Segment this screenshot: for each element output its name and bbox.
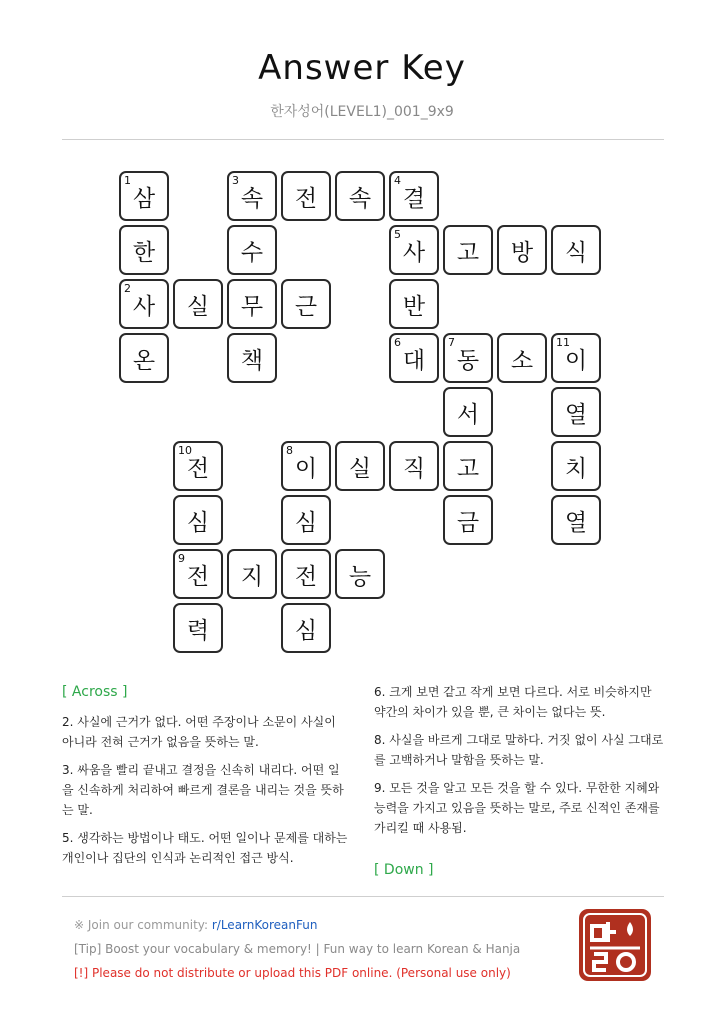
clue-across-8: 8. 사실을 바르게 그대로 말하다. 거짓 없이 사실 그대로를 고백하거나 말함을 뜻하는 말.: [374, 733, 664, 767]
cell-answer: 결: [402, 185, 426, 212]
grid-cell: [551, 333, 601, 383]
cell-answer: 지: [240, 563, 264, 590]
grid-cell: [335, 441, 385, 491]
clue-across-3: 3. 싸움을 빨리 끝내고 결정을 신속히 내리다. 어떤 일을 신속하게 처리하여 빠르게 결론을 내리는 것을 뜻하는 말.: [62, 763, 344, 817]
grid-cell: [389, 171, 439, 221]
grid-cell: [119, 171, 169, 221]
grid-cell: [281, 279, 331, 329]
clue-number: 1: [124, 174, 131, 187]
across-header: [ Across ]: [62, 684, 128, 700]
cell-answer: 열: [564, 509, 588, 536]
cell-answer: 고: [456, 455, 480, 482]
grid-cell: [551, 495, 601, 545]
clue-number: 11: [556, 336, 570, 349]
grid-cell: [173, 279, 223, 329]
clue-across-2: 2. 사실에 근거가 없다. 어떤 주장이나 소문이 사실이 아니라 전혀 근거가 없음을 뜻하는 말.: [62, 715, 336, 749]
grid-cell: [389, 279, 439, 329]
tip-line: [Tip] Boost your vocabulary & memory! | Fun way to learn Korean & Hanja: [74, 942, 521, 956]
cell-answer: 실: [186, 293, 210, 320]
grid-cell: [389, 225, 439, 275]
clue-number: 3: [232, 174, 239, 187]
grid-cell: [227, 279, 277, 329]
cell-answer: 직: [402, 455, 426, 482]
cell-answer: 금: [456, 509, 480, 536]
grid-cell: [227, 333, 277, 383]
down-header: [ Down ]: [374, 862, 434, 878]
cell-answer: 심: [186, 509, 210, 536]
grid-cell: [119, 225, 169, 275]
community-line: [74, 918, 317, 932]
cell-answer: 전: [294, 185, 318, 212]
clues-left-column: [62, 682, 350, 876]
cell-answer: 속: [240, 185, 264, 212]
clue-number: 7: [448, 336, 455, 349]
clue-number: 6: [394, 336, 401, 349]
clues-right-column: [374, 682, 664, 890]
grid-cell: [281, 603, 331, 653]
grid-cell: [119, 279, 169, 329]
cell-answer: 력: [186, 617, 210, 644]
grid-cell: [443, 495, 493, 545]
grid-cell: [227, 225, 277, 275]
clue-number: 5: [394, 228, 401, 241]
cell-answer: 무: [240, 293, 264, 320]
cell-answer: 고: [456, 239, 480, 266]
community-link[interactable]: r/LearnKoreanFun: [211, 918, 318, 932]
cell-answer: 전: [186, 455, 210, 482]
grid-cell: [497, 333, 547, 383]
cell-answer: 책: [240, 347, 264, 374]
cell-answer: 심: [294, 617, 318, 644]
cell-answer: 심: [294, 509, 318, 536]
grid-cell: [551, 387, 601, 437]
clue-number: 9: [178, 552, 185, 565]
hangul-hanja-logo-icon: [578, 908, 652, 982]
cell-answer: 소: [510, 347, 534, 374]
grid-cell: [173, 549, 223, 599]
cell-answer: 서: [456, 401, 480, 428]
cell-answer: 치: [564, 455, 588, 482]
grid-cell: [281, 441, 331, 491]
cell-answer: 실: [348, 455, 372, 482]
clue-across-5: 5. 생각하는 방법이나 태도. 어떤 일이나 문제를 대하는 개인이나 집단의 인식과 논리적인 접근 방식.: [62, 831, 348, 865]
cell-answer: 전: [294, 563, 318, 590]
clue-across-6: 6. 크게 보면 같고 작게 보면 다르다. 서로 비슷하지만 약간의 차이가 있을 뿐, 큰 차이는 없다는 뜻.: [374, 685, 652, 719]
clue-number: 8: [286, 444, 293, 457]
grid-cell: [173, 495, 223, 545]
top-divider: [62, 139, 664, 140]
bottom-divider: [62, 896, 664, 897]
cell-answer: 온: [132, 347, 156, 374]
clue-across-9: 9. 모든 것을 알고 모든 것을 할 수 있다. 무한한 지혜와 능력을 가지고 있음을 뜻하는 말로, 주로 신적인 존재를 가리킬 때 사용됨.: [374, 781, 660, 835]
cell-answer: 식: [564, 239, 588, 266]
cell-answer: 근: [294, 293, 318, 320]
clue-number: 2: [124, 282, 131, 295]
cell-answer: 방: [510, 239, 534, 266]
grid-cell: [389, 441, 439, 491]
cell-answer: 사: [402, 239, 426, 266]
grid-cell: [551, 441, 601, 491]
grid-cell: [281, 171, 331, 221]
warning-line: [!] Please do not distribute or upload this PDF online. (Personal use only): [74, 966, 511, 980]
cell-answer: 전: [186, 563, 210, 590]
page-title: Answer Key: [258, 48, 466, 88]
cell-answer: 한: [132, 239, 156, 266]
cell-answer: 삼: [132, 185, 156, 212]
cell-answer: 능: [348, 563, 372, 590]
cell-answer: 이: [294, 455, 318, 482]
grid-cell: [389, 333, 439, 383]
grid-cell: [281, 495, 331, 545]
cell-answer: 반: [402, 293, 426, 320]
page-subtitle: 한자성어(LEVEL1)_001_9x9: [270, 104, 454, 120]
grid-cell: [551, 225, 601, 275]
cell-answer: 사: [132, 293, 156, 320]
grid-cell: [335, 549, 385, 599]
grid-cell: [443, 333, 493, 383]
grid-cell: [497, 225, 547, 275]
clue-number: 4: [394, 174, 401, 187]
cell-answer: 수: [240, 239, 264, 266]
grid-cell: [281, 549, 331, 599]
grid-cell: [227, 549, 277, 599]
cell-answer: 이: [564, 347, 588, 374]
grid-cell: [119, 333, 169, 383]
cell-answer: 대: [402, 347, 426, 374]
cell-answer: 열: [564, 401, 588, 428]
grid-cell: [173, 603, 223, 653]
community-prefix: ※ Join our community:: [74, 918, 212, 932]
clue-number: 10: [178, 444, 192, 457]
grid-cell: [443, 225, 493, 275]
grid-cell: [335, 171, 385, 221]
grid-cell: [443, 441, 493, 491]
grid-cell: [173, 441, 223, 491]
grid-cell: [443, 387, 493, 437]
grid-cell: [227, 171, 277, 221]
cell-answer: 동: [456, 347, 480, 374]
cell-answer: 속: [348, 185, 372, 212]
